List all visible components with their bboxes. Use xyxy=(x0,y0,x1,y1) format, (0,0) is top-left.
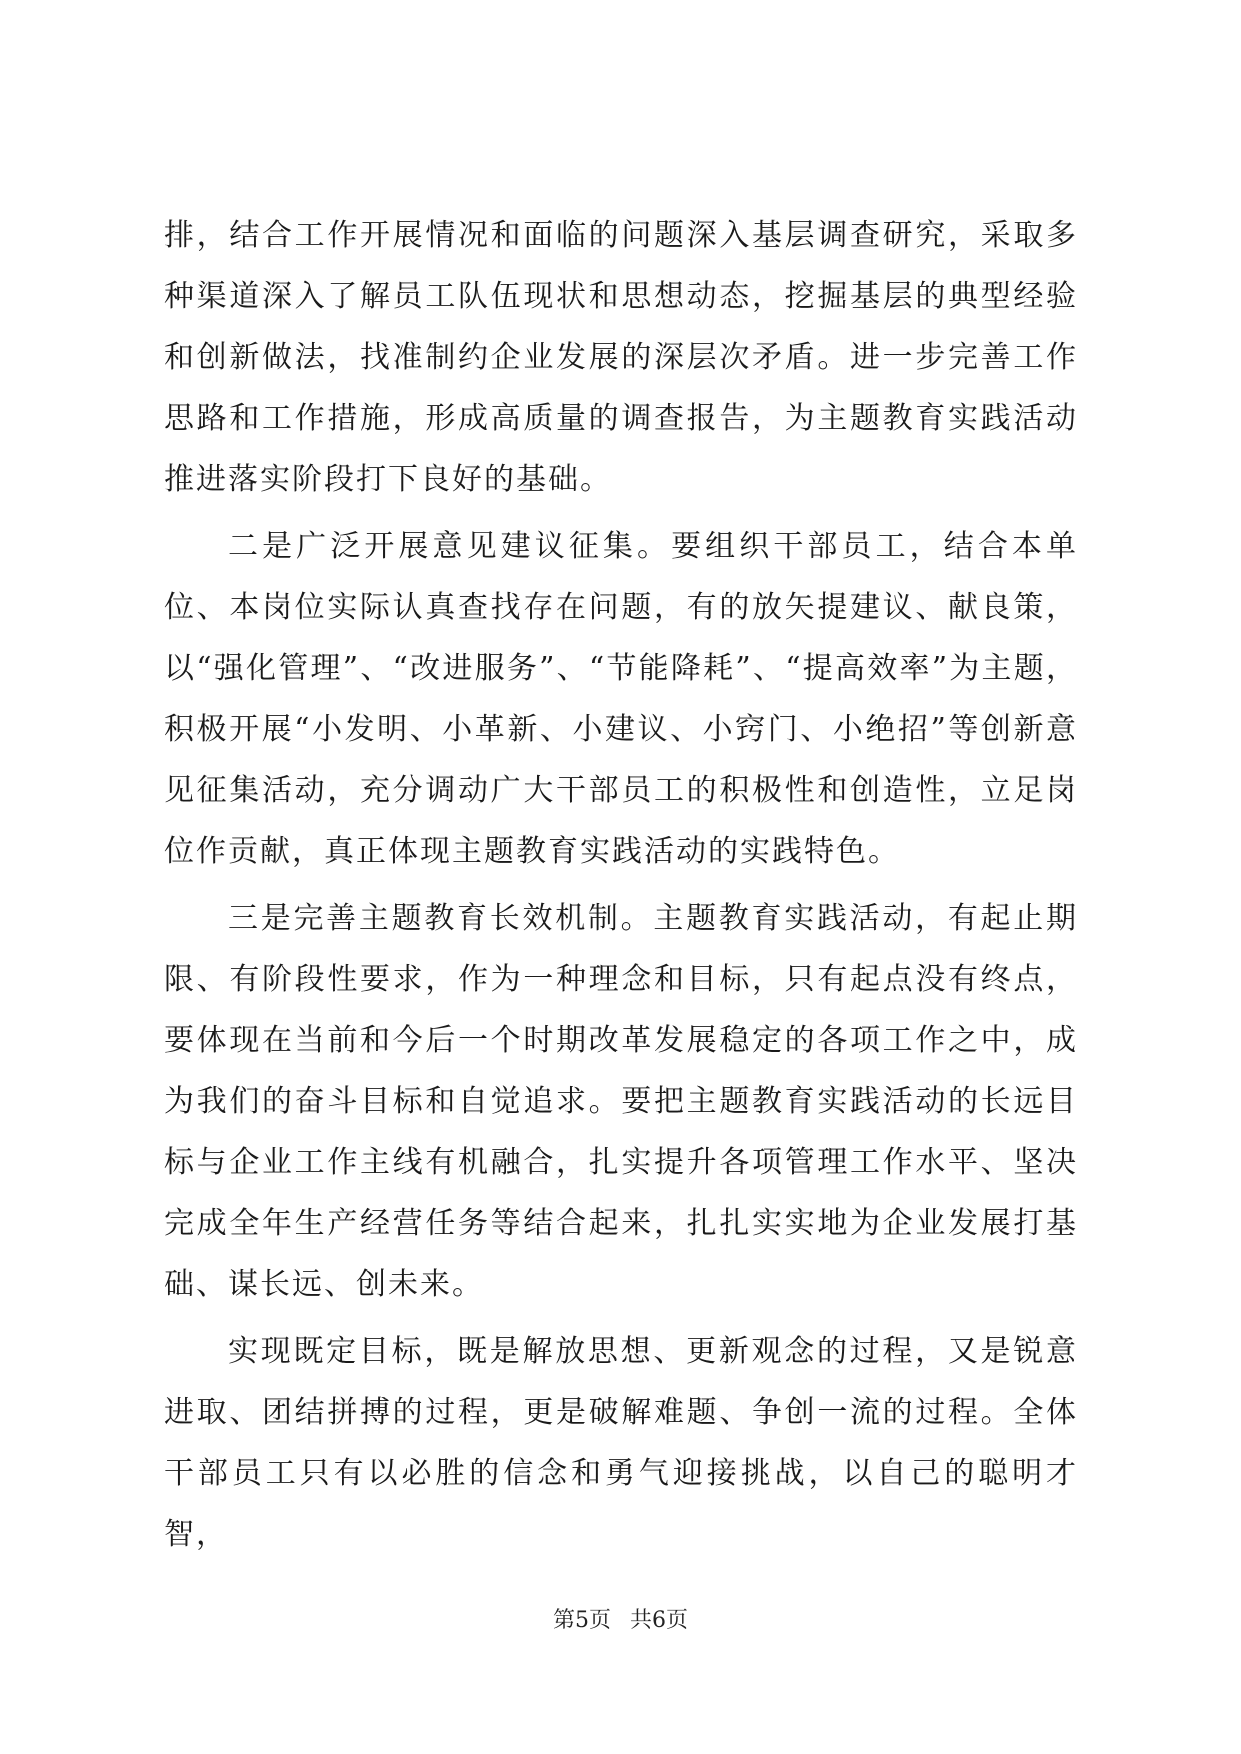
page-number-total: 共6页 xyxy=(630,1608,688,1633)
document-body xyxy=(164,205,1078,1565)
paragraph-opinion-collection: 二是广泛开展意见建议征集。要组织干部员工，结合本单位、本岗位实际认真查找存在问题，有的放矢提建议、献良策，以“强化管理”、“改进服务”、“节能降耗”、“提高效率”为主题，积极开展“小发明、小革新、小建议、小窍门、小绝招”等创新意见征集活动，充分调动广大干部员工的积极性和创造性，立足岗位作贡献，真正体现主题教育实践活动的实践特色。 xyxy=(164,529,1078,869)
page-footer xyxy=(0,1606,1241,1636)
paragraph-continuation: 排，结合工作开展情况和面临的问题深入基层调查研究，采取多种渠道深入了解员工队伍现状和思想动态，挖掘基层的典型经验和创新做法，找准制约企业发展的深层次矛盾。进一步完善工作思路和工作措施，形成高质量的调查报告，为主题教育实践活动推进落实阶段打下良好的基础。 xyxy=(164,218,1078,497)
paragraph-conclusion: 实现既定目标，既是解放思想、更新观念的过程，又是锐意进取、团结拼搏的过程，更是破解难题、争创一流的过程。全体干部员工只有以必胜的信念和勇气迎接挑战，以自己的聪明才智， xyxy=(164,1334,1078,1552)
paragraph-long-term-mechanism: 三是完善主题教育长效机制。主题教育实践活动，有起止期限、有阶段性要求，作为一种理念和目标，只有起点没有终点，要体现在当前和今后一个时期改革发展稳定的各项工作之中，成为我们的奋斗目标和自觉追求。要把主题教育实践活动的长远目标与企业工作主线有机融合，扎实提升各项管理工作水平、坚决完成全年生产经营任务等结合起来，扎扎实实地为企业发展打基础、谋长远、创未来。 xyxy=(164,901,1078,1302)
page-number-current: 第5页 xyxy=(553,1608,611,1633)
